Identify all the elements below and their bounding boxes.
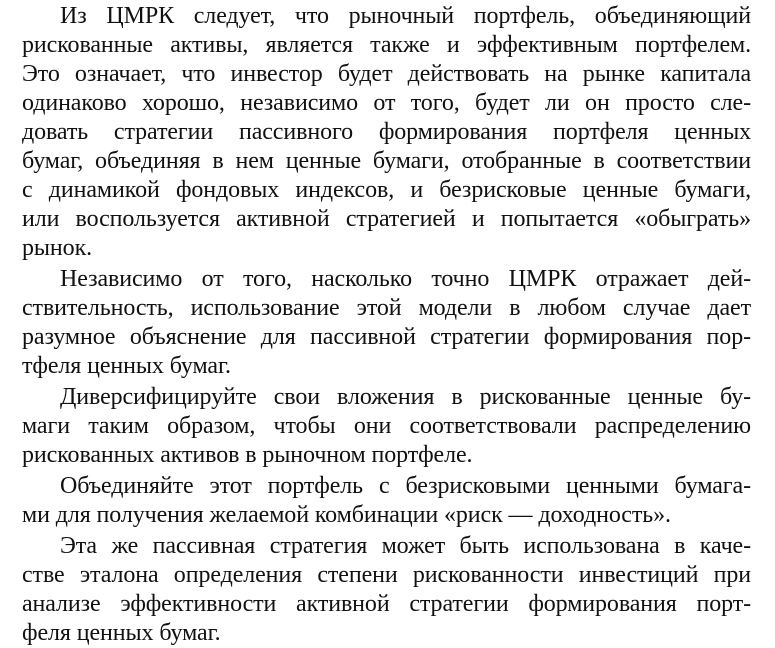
paragraph-combine (22, 472, 751, 530)
text-line: с динамикой фондовых индексов, и безрисковые ценные бумаги, (22, 177, 751, 203)
text-line: маги таким образом, чтобы они соответствовали распределению (22, 413, 751, 439)
paragraph-benchmark (22, 532, 751, 648)
text-line: стве эталона определения степени рискованности инвестиций при (22, 562, 751, 588)
text-line: тфеля ценных бумаг. (22, 353, 231, 379)
paragraph-diversify (22, 383, 751, 470)
text-line: рискованные активы, является также и эффективным портфелем. (22, 32, 751, 58)
text-line: довать стратегии пассивного формирования портфеля ценных (22, 119, 751, 145)
paragraph-capm-efficiency (22, 2, 751, 263)
text-line: рынок. (22, 235, 93, 261)
text-line: Независимо от того, насколько точно ЦМРК отражает дей- (60, 266, 751, 292)
text-line: Это означает, что инвестор будет действовать на рынке капитала (22, 61, 751, 87)
text-line: анализе эффективности активной стратегии формирования порт- (22, 591, 751, 617)
text-line: бумаг, объединяя в нем ценные бумаги, отобранные в соответствии (22, 148, 751, 174)
paragraph-capm-reality (22, 265, 751, 381)
text-line: Объединяйте этот портфель с безрисковыми ценными бумага- (60, 473, 751, 499)
text-line: разумное объяснение для пассивной стратегии формирования пор- (22, 324, 751, 350)
text-line: Из ЦМРК следует, что рыночный портфель, объединяющий (60, 3, 751, 29)
text-line: одинаково хорошо, независимо от того, будет ли он просто сле- (22, 90, 751, 116)
text-line: ми для получения желаемой комбинации «риск — доходность». (22, 502, 671, 528)
text-line: ствительность, использование этой модели в любом случае дает (22, 295, 751, 321)
text-line: феля ценных бумаг. (22, 620, 221, 646)
text-line: или воспользуется активной стратегией и попытается «обыграть» (22, 206, 751, 232)
text-line: Диверсифицируйте свои вложения в рискованные ценные бу- (60, 384, 751, 410)
text-line: Эта же пассивная стратегия может быть использована в каче- (60, 533, 751, 559)
text-line: рискованных активов в рыночном портфеле. (22, 442, 473, 468)
